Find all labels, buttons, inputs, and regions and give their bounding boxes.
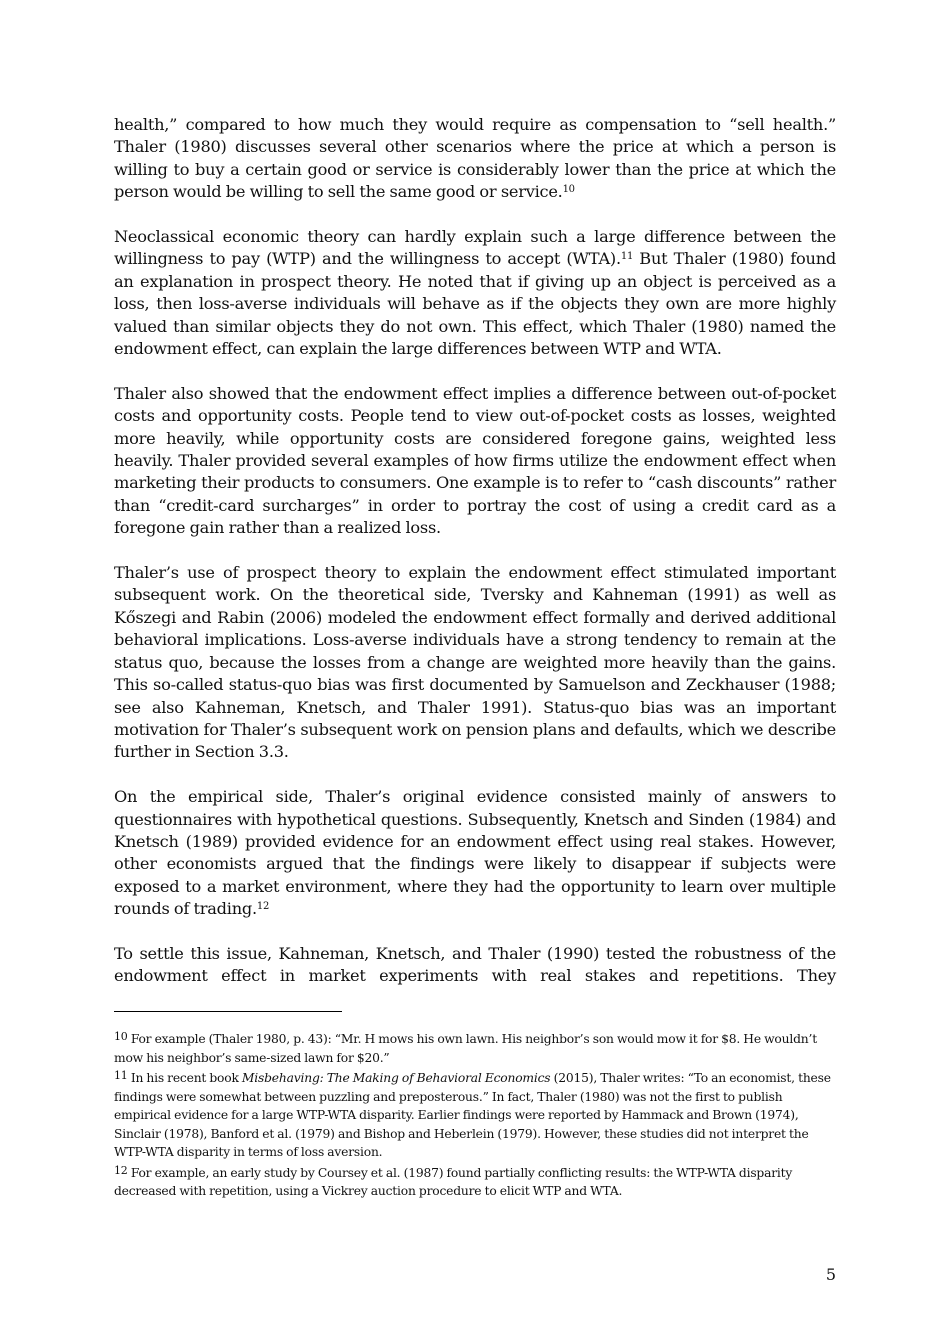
paragraph-5-text: On the empirical side, Thaler’s original evidence consisted mainly of answers to questionnaires with hypothetical questions. Subsequently, Knetsch and Sinden (1984) and Knetsch (1989) provided evidence for an endowment effect using real stakes. However, other economists argued that the findings were likely to disappear if subjects were exposed to a market environment, where they had the opportunity to learn over multiple rounds of trading. [114, 787, 836, 919]
footnote-11-text-start: In his recent book [127, 1071, 242, 1085]
paragraph-1 [114, 114, 836, 204]
body-text [114, 114, 836, 1010]
footnote-ref-12[interactable]: 12 [256, 901, 270, 913]
paragraph-4-text: Thaler’s use of prospect theory to explain the endowment effect stimulated important subsequent work. On the theoretical side, Tversky and Kahneman (1991) as well as Kőszegi and Rabin (2006) modeled the endowment effect formally and derived additional behavioral implications. Loss-averse individuals have a strong tendency to remain at the status quo, because the losses from a change are weighted more heavily than the gains. This so-called status-quo bias was first documented by Samuelson and Zeckhauser (1988; see also Kahneman, Knetsch, and Thaler 1991). Status-quo bias was an important motivation for Thaler’s subsequent work on pension plans and defaults, which we describe further in Section 3.3. [114, 563, 836, 762]
paragraph-1-text: health,” compared to how much they would require as compensation to “sell health.” Thaler (1980) discusses several other scenarios where the price at which a person is willing to buy a certain good or service is considerably lower than the price at which the person would be willing to sell the same good or service. [114, 115, 836, 202]
paragraph-4 [114, 562, 836, 764]
paragraph-3 [114, 383, 836, 540]
footnote-10 [114, 1030, 836, 1067]
footnote-11-number: 11 [114, 1069, 128, 1082]
page-number: 5 [825, 1265, 836, 1284]
footnotes [114, 1030, 836, 1203]
paragraph-2-text: Neoclassical economic theory can hardly explain such a large difference between the willingness to pay (WTP) and the willingness to accept (WTA). [114, 227, 836, 269]
paragraph-2 [114, 226, 836, 360]
footnote-12-text: For example, an early study by Coursey et al. (1987) found partially conflicting results: the WTP-WTA disparity decreased with repetition, using a Vickrey auction procedure to elicit WTP and WTA. [114, 1165, 793, 1198]
footnote-divider [114, 1011, 342, 1012]
footnote-11-text-end: (2015), Thaler writes: “To an economist, these findings were somewhat between puzzling and preposterous.” In fact, Thaler (1980) was not the first to publish empirical evidence for a large WTP-WTA disparity. Earlier findings were reported by Hammack and Brown (1974), Sinclair (1978), Banford et al. (1979) and Bishop and Heberlein (1979). However, these studies did not interpret the WTP-WTA disparity in terms of loss aversion. [114, 1071, 831, 1159]
paragraph-2-tail: But Thaler (1980) found an explanation in prospect theory. He noted that if giving up an object is perceived as a loss, then loss-averse individuals will behave as if the objects they own are more highly valued than similar objects they do not own. This effect, which Thaler (1980) named the endowment effect, can explain the large differences between WTP and WTA. [114, 249, 836, 359]
footnote-12-number: 12 [114, 1163, 128, 1177]
footnote-12 [114, 1164, 836, 1201]
paragraph-6-text: To settle this issue, Kahneman, Knetsch, and Thaler (1990) tested the robustness of the endowment effect in market experiments with real stakes and repetitions. They [114, 943, 836, 986]
footnote-ref-10[interactable]: 10 [562, 184, 575, 196]
footnote-11-book-title: Misbehaving: The Making of Behavioral Economics [241, 1071, 551, 1085]
footnote-11 [114, 1069, 836, 1162]
footnote-10-number: 10 [114, 1030, 128, 1043]
paragraph-3-text: Thaler also showed that the endowment effect implies a difference between out-of-pocket costs and opportunity costs. People tend to view out-of-pocket costs as losses, weighted more heavily, while opportunity costs are considered foregone gains, weighted less heavily. Thaler provided several examples of how firms utilize the endowment effect when marketing their products to consumers. One example is to refer to “cash discounts” rather than “credit-card surcharges” in order to portray the cost of using a credit card as a foregone gain rather than a realized loss. [114, 383, 836, 538]
paragraph-5 [114, 786, 836, 920]
paragraph-6 [114, 943, 836, 988]
footnote-10-text: For example (Thaler 1980, p. 43): “Mr. H mows his own lawn. His neighbor’s son would mow it for $8. He wouldn’t mow his neighbor’s same-sized lawn for $20.” [114, 1032, 817, 1065]
footnote-ref-11[interactable]: 11 [620, 251, 634, 263]
